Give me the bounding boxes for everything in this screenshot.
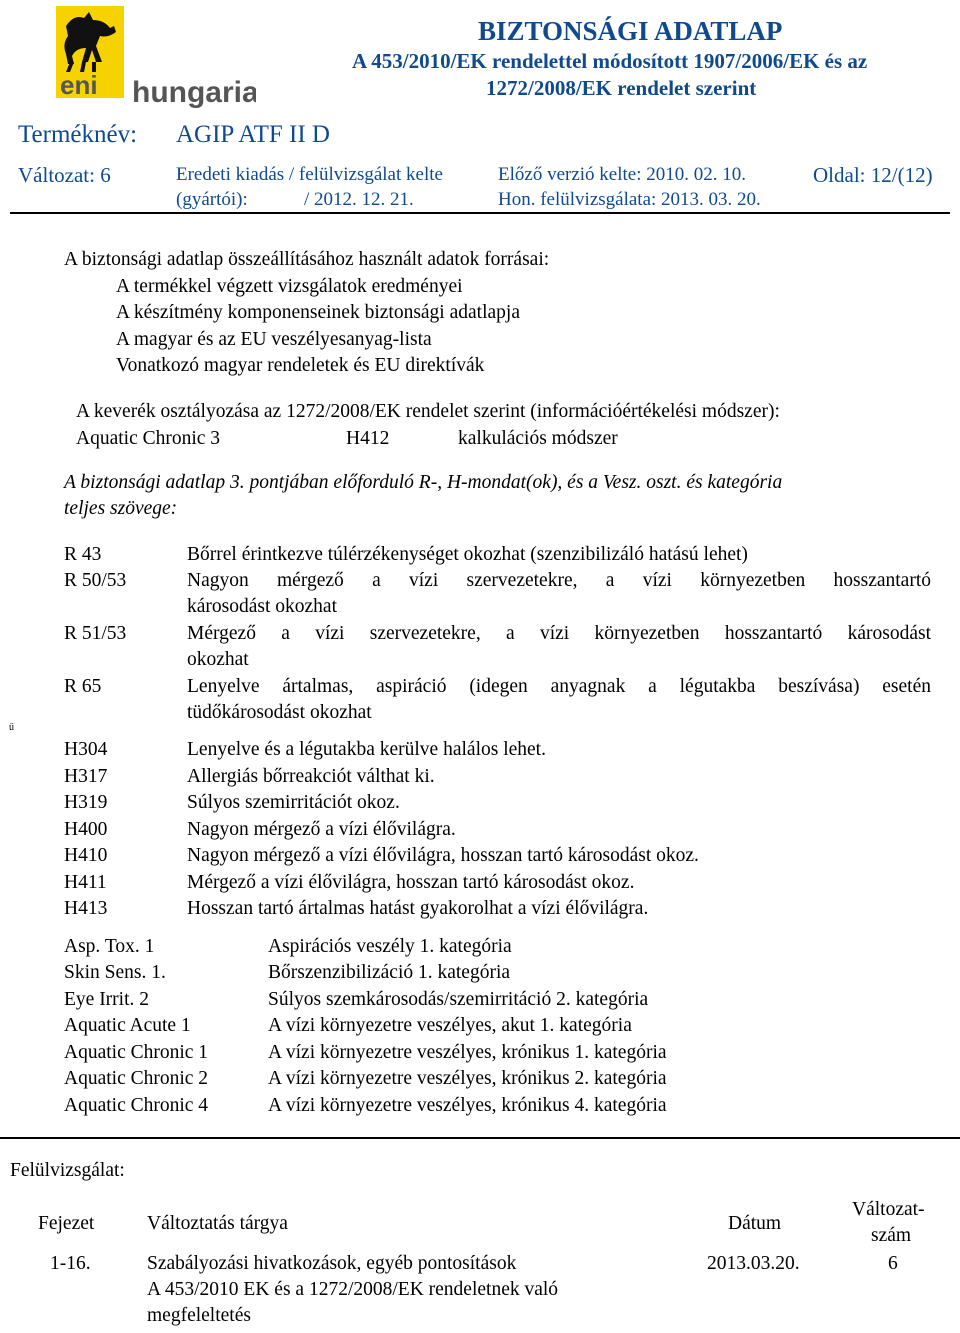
version-label: Változat: 6 <box>18 163 111 187</box>
r-phrase-text: Nagyon mérgező a vízi szervezetekre, a vízi környezetben hosszantartó <box>187 570 931 591</box>
regulation-subtitle-line1: A 453/2010/EK rendelettel módosított 1907/2006/EK és az <box>352 49 868 73</box>
sources-item: A magyar és az EU veszélyesanyag-lista <box>116 329 432 350</box>
r-phrase-text-continued: tüdőkárosodást okozhat <box>187 702 372 723</box>
hazard-class-code: Skin Sens. 1. <box>64 962 166 983</box>
hazard-class-code: Eye Irrit. 2 <box>64 989 150 1010</box>
document-title: BIZTONSÁGI ADATLAP <box>478 16 783 46</box>
sources-item: A készítmény komponenseinek biztonsági adatlapja <box>116 302 520 323</box>
product-name: AGIP ATF II D <box>176 121 330 148</box>
h-phrase-text: Súlyos szemirritációt okoz. <box>187 792 400 813</box>
r-phrase-text-continued: okozhat <box>187 649 249 670</box>
h-phrase-text: Nagyon mérgező a vízi élővilágra, hosszan tartó károsodást okoz. <box>187 845 699 866</box>
sources-heading: A biztonsági adatlap összeállításához használt adatok forrásai: <box>64 249 550 270</box>
h-phrase-text: Allergiás bőrreakciót válthat ki. <box>187 766 435 787</box>
revision-row-version: 6 <box>888 1253 898 1274</box>
h-phrase-code: H411 <box>64 872 107 893</box>
product-label: Terméknév: <box>18 121 138 148</box>
manufacturer-date: / 2012. 12. 21. <box>304 189 414 210</box>
stray-mark: ű <box>9 722 14 733</box>
hazard-class-text: A vízi környezetre veszélyes, krónikus 4. kategória <box>268 1095 667 1116</box>
original-issue-label: Eredeti kiadás / felülvizsgálat kelte <box>176 164 443 185</box>
hazard-class-code: Asp. Tox. 1 <box>64 936 155 957</box>
h-phrase-code: H413 <box>64 898 108 919</box>
r-phrase-code: R 51/53 <box>64 623 127 644</box>
sources-item: A termékkel végzett vizsgálatok eredményei <box>116 276 463 297</box>
hazard-class-code: Aquatic Chronic 2 <box>64 1068 209 1089</box>
h-phrase-code: H319 <box>64 792 108 813</box>
h-phrase-text: Hosszan tartó ártalmas hatást gyakorolhat a vízi élővilágra. <box>187 898 649 919</box>
h-phrase-code: H304 <box>64 739 108 760</box>
hazard-class-text: A vízi környezetre veszélyes, krónikus 1. kategória <box>268 1042 667 1063</box>
sources-item: Vonatkozó magyar rendeletek és EU direktívák <box>116 355 485 376</box>
hon-review-date: Hon. felülvizsgálata: 2013. 03. 20. <box>498 189 761 210</box>
hazard-class-code: Aquatic Acute 1 <box>64 1015 191 1036</box>
r-phrase-text: Mérgező a vízi szervezetekre, a vízi környezetben hosszantartó károsodást <box>187 623 931 644</box>
revision-col-chapter: Fejezet <box>38 1213 95 1234</box>
svg-text:eni: eni <box>60 70 98 100</box>
revision-row-subject-line: Szabályozási hivatkozások, egyéb pontosítások <box>147 1253 517 1274</box>
r-phrase-code: R 43 <box>64 544 102 565</box>
hazard-class-text: A vízi környezetre veszélyes, akut 1. kategória <box>268 1015 632 1036</box>
hazard-class-text: Aspirációs veszély 1. kategória <box>268 936 512 957</box>
classification-method: kalkulációs módszer <box>458 428 618 449</box>
h-phrase-code: H317 <box>64 766 108 787</box>
h-phrase-text: Mérgező a vízi élővilágra, hosszan tartó károsodást okoz. <box>187 872 635 893</box>
h-phrase-code: H400 <box>64 819 108 840</box>
h-phrase-text: Lenyelve és a légutakba kerülve halálos lehet. <box>187 739 546 760</box>
revision-row-date: 2013.03.20. <box>707 1253 800 1274</box>
eni-dog-logo-icon <box>56 6 256 110</box>
revision-col-subject: Változtatás tárgya <box>147 1213 288 1234</box>
hazard-class-code: Aquatic Chronic 1 <box>64 1042 209 1063</box>
classification-code: H412 <box>346 428 390 449</box>
revision-col-date: Dátum <box>728 1213 782 1234</box>
revision-row-subject-line: megfeleltetés <box>147 1305 251 1326</box>
header-divider <box>10 212 950 214</box>
regulation-subtitle-line2: 1272/2008/EK rendelet szerint <box>486 76 757 100</box>
hazard-class-text: Bőrszenzibilizáció 1. kategória <box>268 962 511 983</box>
manufacturer-label: (gyártói): <box>176 189 248 210</box>
revision-row-subject-line: A 453/2010 EK és a 1272/2008/EK rendeletnek való <box>147 1279 559 1300</box>
r-phrase-text-continued: károsodást okozhat <box>187 596 338 617</box>
revision-divider <box>0 1137 960 1139</box>
revision-row-chapter: 1-16. <box>50 1253 91 1274</box>
revision-col-version-line2: szám <box>871 1225 912 1246</box>
page-number: Oldal: 12/(12) <box>813 163 933 187</box>
hazard-class-code: Aquatic Chronic 4 <box>64 1095 209 1116</box>
h-phrase-text: Nagyon mérgező a vízi élővilágra. <box>187 819 456 840</box>
previous-version-date: Előző verzió kelte: 2010. 02. 10. <box>498 164 746 185</box>
r-phrase-code: R 50/53 <box>64 570 127 591</box>
r-phrase-code: R 65 <box>64 676 102 697</box>
classification-category: Aquatic Chronic 3 <box>76 428 221 449</box>
r-phrase-text: Bőrrel érintkezve túlérzékenységet okozhat (szenzibilizáló hatású lehet) <box>187 544 748 565</box>
hazard-class-text: A vízi környezetre veszélyes, krónikus 2. kategória <box>268 1068 667 1089</box>
classification-heading: A keverék osztályozása az 1272/2008/EK rendelet szerint (információértékelési módszer): <box>76 401 780 422</box>
phrases-heading-line1: A biztonsági adatlap 3. pontjában előforduló R-, H-mondat(ok), és a Vesz. oszt. és kategória <box>64 472 783 493</box>
revision-col-version-line1: Változat- <box>852 1199 925 1220</box>
revision-heading: Felülvizsgálat: <box>10 1160 125 1181</box>
hazard-class-text: Súlyos szemkárosodás/szemirritáció 2. kategória <box>268 989 649 1010</box>
r-phrase-text: Lenyelve ártalmas, aspiráció (idegen anyagnak a légutakba beszívása) esetén <box>187 676 931 697</box>
svg-text:hungaria: hungaria <box>132 76 256 109</box>
h-phrase-code: H410 <box>64 845 108 866</box>
phrases-heading-line2: teljes szövege: <box>64 498 178 519</box>
eni-hungaria-logo <box>56 6 256 110</box>
